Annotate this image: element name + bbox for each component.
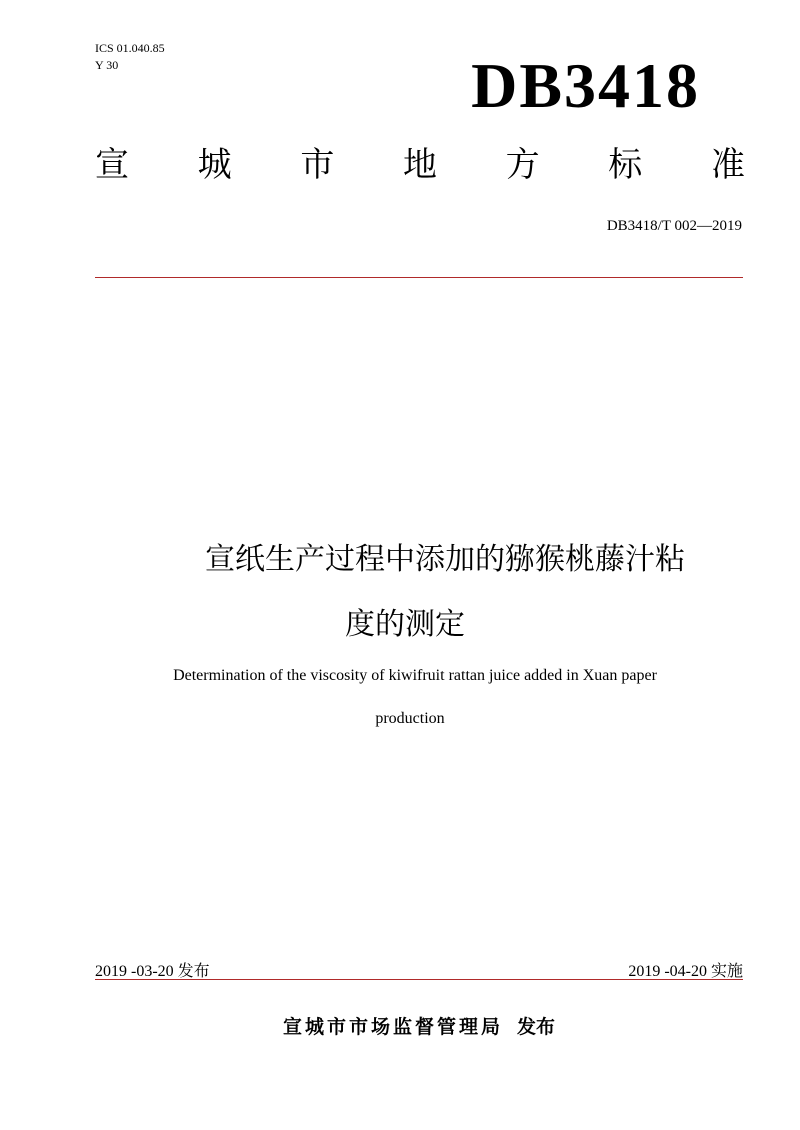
issue-date-value: 2019 -03-20 (95, 963, 174, 980)
standard-number: DB3418/T 002—2019 (606, 218, 742, 234)
issuing-authority (0, 1012, 800, 1039)
issue-label: 发布 (177, 961, 210, 980)
implementation-date-value: 2019 -04-20 (628, 963, 707, 980)
chinese-title-line-2: 度的测定 (345, 607, 465, 642)
english-title-line-2: production (375, 710, 445, 727)
chinese-title-line-1: 宣纸生产过程中添加的猕猴桃藤汁粘 (205, 542, 685, 577)
ccs-code: Y 30 (95, 58, 119, 73)
issue-date (95, 958, 210, 981)
issuer-organization: 宣城市市场监督管理局 (282, 1016, 503, 1038)
footer-divider (95, 979, 743, 980)
english-title-line-1: Determination of the viscosity of kiwifruit rattan juice added in Xuan paper (173, 667, 657, 684)
title-char: 标 (608, 145, 643, 185)
classification-codes (95, 40, 165, 75)
header-divider (95, 277, 743, 278)
standard-code-logo: DB3418 (471, 50, 700, 121)
title-char: 地 (402, 145, 437, 185)
title-char: 市 (300, 145, 335, 185)
standard-type-title (95, 145, 745, 185)
issuer-action: 发布 (517, 1016, 556, 1038)
ics-code: ICS 01.040.85 (95, 41, 165, 55)
implementation-label: 实施 (710, 961, 743, 980)
title-char: 宣 (95, 145, 129, 185)
title-char: 准 (710, 145, 745, 185)
title-char: 方 (505, 145, 540, 185)
implementation-date (628, 958, 743, 981)
title-char: 城 (197, 145, 232, 185)
